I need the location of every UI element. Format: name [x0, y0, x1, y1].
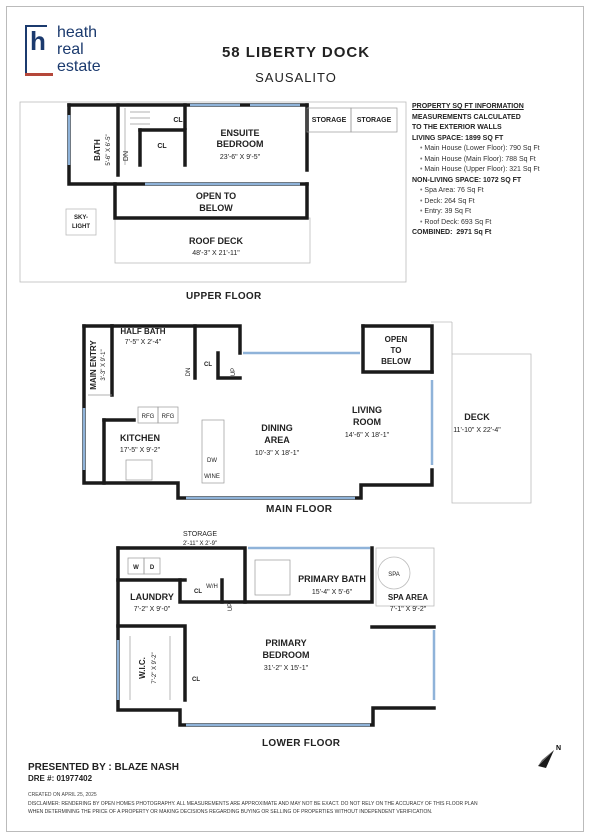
- upper-cl-1-label: CL: [173, 117, 183, 124]
- primary-bath-label: PRIMARY BATH: [298, 574, 366, 584]
- primary-bedroom-dim: 31'-2" X 15'-1": [263, 665, 309, 672]
- north-label: N: [556, 745, 562, 752]
- lower-cl-1-label: CL: [194, 589, 202, 595]
- roof-deck-label: ROOF DECK: [189, 236, 243, 246]
- halfbath-dim: 7'-5" X 2'-4": [124, 339, 162, 346]
- disclaimer-line-2: WHEN DETERMINING THE PRICE OF A PROPERTY OR MAKING DECISIONS REGARDING BUYING OR SELLING OF PROPERTIES WITHOUT INDEPENDENT VERIFICATION.: [28, 809, 433, 815]
- upper-bath-dim: 5'-6" X 6'-5": [106, 134, 112, 166]
- washer-label: W: [133, 565, 139, 571]
- dw-label: DW: [207, 458, 217, 464]
- lower-storage-label: STORAGE: [182, 531, 218, 538]
- upper-dn-label: DN: [123, 150, 130, 162]
- deck-dim: 11'-10" X 22'-4": [453, 427, 501, 434]
- north-arrow: [532, 742, 562, 777]
- nonliving-item: • Roof Deck: 693 Sq Ft: [412, 218, 582, 229]
- lower-floor-label: LOWER FLOOR: [262, 738, 341, 749]
- ensuite-label-2: BEDROOM: [216, 139, 264, 149]
- property-address: 58 LIBERTY DOCK: [221, 44, 371, 61]
- lower-up-label: UP: [228, 602, 234, 612]
- living-label-1: LIVING: [351, 405, 383, 415]
- living-item: • Main House (Upper Floor): 321 Sq Ft: [412, 165, 582, 176]
- nonliving-space-total: NON-LIVING SPACE: 1072 SQ FT: [412, 176, 522, 184]
- ensuite-dim: 23'-6" X 9'-5": [219, 154, 261, 161]
- living-item: • Main House (Main Floor): 788 Sq Ft: [412, 155, 582, 166]
- logo-line-2: real: [57, 41, 84, 58]
- primary-bath-dim: 15'-4" X 5'-6": [311, 589, 353, 596]
- primary-bedroom-label-2: BEDROOM: [262, 650, 310, 660]
- living-space-total: LIVING SPACE: 1899 SQ FT: [412, 134, 504, 142]
- main-entry-label: MAIN ENTRY: [89, 340, 98, 390]
- spa-label: SPA: [388, 572, 400, 578]
- dining-label-1: DINING: [261, 423, 293, 433]
- upper-storage-1-label: STORAGE: [311, 117, 347, 124]
- laundry-label: LAUNDRY: [130, 592, 174, 602]
- logo-line-1: heath: [57, 24, 98, 41]
- nonliving-item: • Deck: 264 Sq Ft: [412, 197, 582, 208]
- property-city: SAUSALITO: [255, 70, 337, 85]
- lower-storage-dim: 2'-11" X 2'-9": [182, 541, 218, 547]
- upper-open-1: OPEN TO: [195, 191, 237, 201]
- spa-area-dim: 7'-1" X 9'-2": [389, 606, 427, 613]
- upper-storage-2-label: STORAGE: [356, 117, 392, 124]
- info-calc-line-1: MEASUREMENTS CALCULATED: [412, 113, 521, 121]
- skylight-label-1: SKY-: [73, 215, 89, 221]
- upper-open-2: BELOW: [199, 203, 233, 213]
- logo-line-3: estate: [57, 58, 101, 75]
- rfg-1-label: RFG: [141, 414, 155, 420]
- main-entry-dim: 3'-3" X 9'-1": [101, 349, 107, 381]
- main-dn-label: DN: [186, 367, 192, 377]
- disclaimer-line-1: DISCLAIMER: RENDERING BY OPEN HOMES PHOTOGRAPHY. ALL MEASUREMENTS ARE APPROXIMATE AND MAY NOT BE EXACT. DO NOT RELY ON THE ACCURACY OF THIS FLOOR PLAN: [28, 801, 478, 807]
- dryer-label: D: [149, 565, 155, 571]
- main-floor-label: MAIN FLOOR: [266, 504, 333, 515]
- living-dim: 14'-6" X 18'-1": [344, 432, 390, 439]
- combined-value: 2971 Sq Ft: [456, 229, 492, 236]
- main-open-3: BELOW: [381, 357, 411, 366]
- skylight-label-2: LIGHT: [72, 224, 90, 230]
- ensuite-label-1: ENSUITE: [220, 128, 260, 138]
- nonliving-item: • Spa Area: 76 Sq Ft: [412, 186, 582, 197]
- laundry-dim: 7'-2" X 9'-0": [133, 606, 171, 613]
- upper-floor-label: UPPER FLOOR: [186, 291, 262, 302]
- living-label-2: ROOM: [353, 417, 381, 427]
- dining-label-2: AREA: [264, 435, 290, 445]
- combined-label: COMBINED:: [412, 229, 453, 236]
- nonliving-item: • Entry: 39 Sq Ft: [412, 207, 582, 218]
- info-heading: PROPERTY SQ FT INFORMATION: [412, 103, 524, 110]
- created-date: CREATED ON APRIL 25, 2025: [28, 792, 97, 798]
- main-open-1: OPEN: [384, 335, 408, 344]
- primary-bedroom-label-1: PRIMARY: [265, 638, 307, 648]
- wic-label: W.I.C.: [138, 657, 147, 679]
- roof-deck-dim: 48'-3" X 21'-11": [192, 250, 240, 257]
- wic-dim: 7'-2" X 9'-2": [152, 652, 158, 684]
- upper-bath-label: BATH: [93, 139, 102, 161]
- dre-number: DRE #: 01977402: [28, 774, 93, 783]
- kitchen-label: KITCHEN: [120, 433, 160, 443]
- rfg-2-label: RFG: [161, 414, 175, 420]
- deck-label: DECK: [464, 412, 490, 422]
- presented-by: PRESENTED BY : BLAZE NASH: [28, 762, 179, 773]
- spa-area-label: SPA AREA: [387, 593, 429, 602]
- skylight: [66, 209, 96, 235]
- lower-cl-2-label: CL: [192, 677, 200, 683]
- halfbath-label: HALF BATH: [120, 327, 166, 336]
- main-up-label: UP: [231, 367, 237, 377]
- water-heater-label: W/H: [206, 584, 218, 590]
- living-item: • Main House (Lower Floor): 790 Sq Ft: [412, 144, 582, 155]
- info-calc-line-2: TO THE EXTERIOR WALLS: [412, 124, 502, 131]
- disclaimer: [28, 800, 568, 816]
- main-cl-label: CL: [204, 362, 212, 368]
- upper-cl-2-label: CL: [157, 143, 167, 150]
- logo-h-mark: h: [30, 26, 46, 56]
- kitchen-dim: 17'-5" X 9'-2": [119, 447, 161, 454]
- dining-dim: 10'-3" X 18'-1": [254, 450, 300, 457]
- wine-label: WINE: [204, 474, 220, 480]
- main-open-2: TO: [390, 346, 402, 355]
- north-arrow-icon: [532, 742, 562, 772]
